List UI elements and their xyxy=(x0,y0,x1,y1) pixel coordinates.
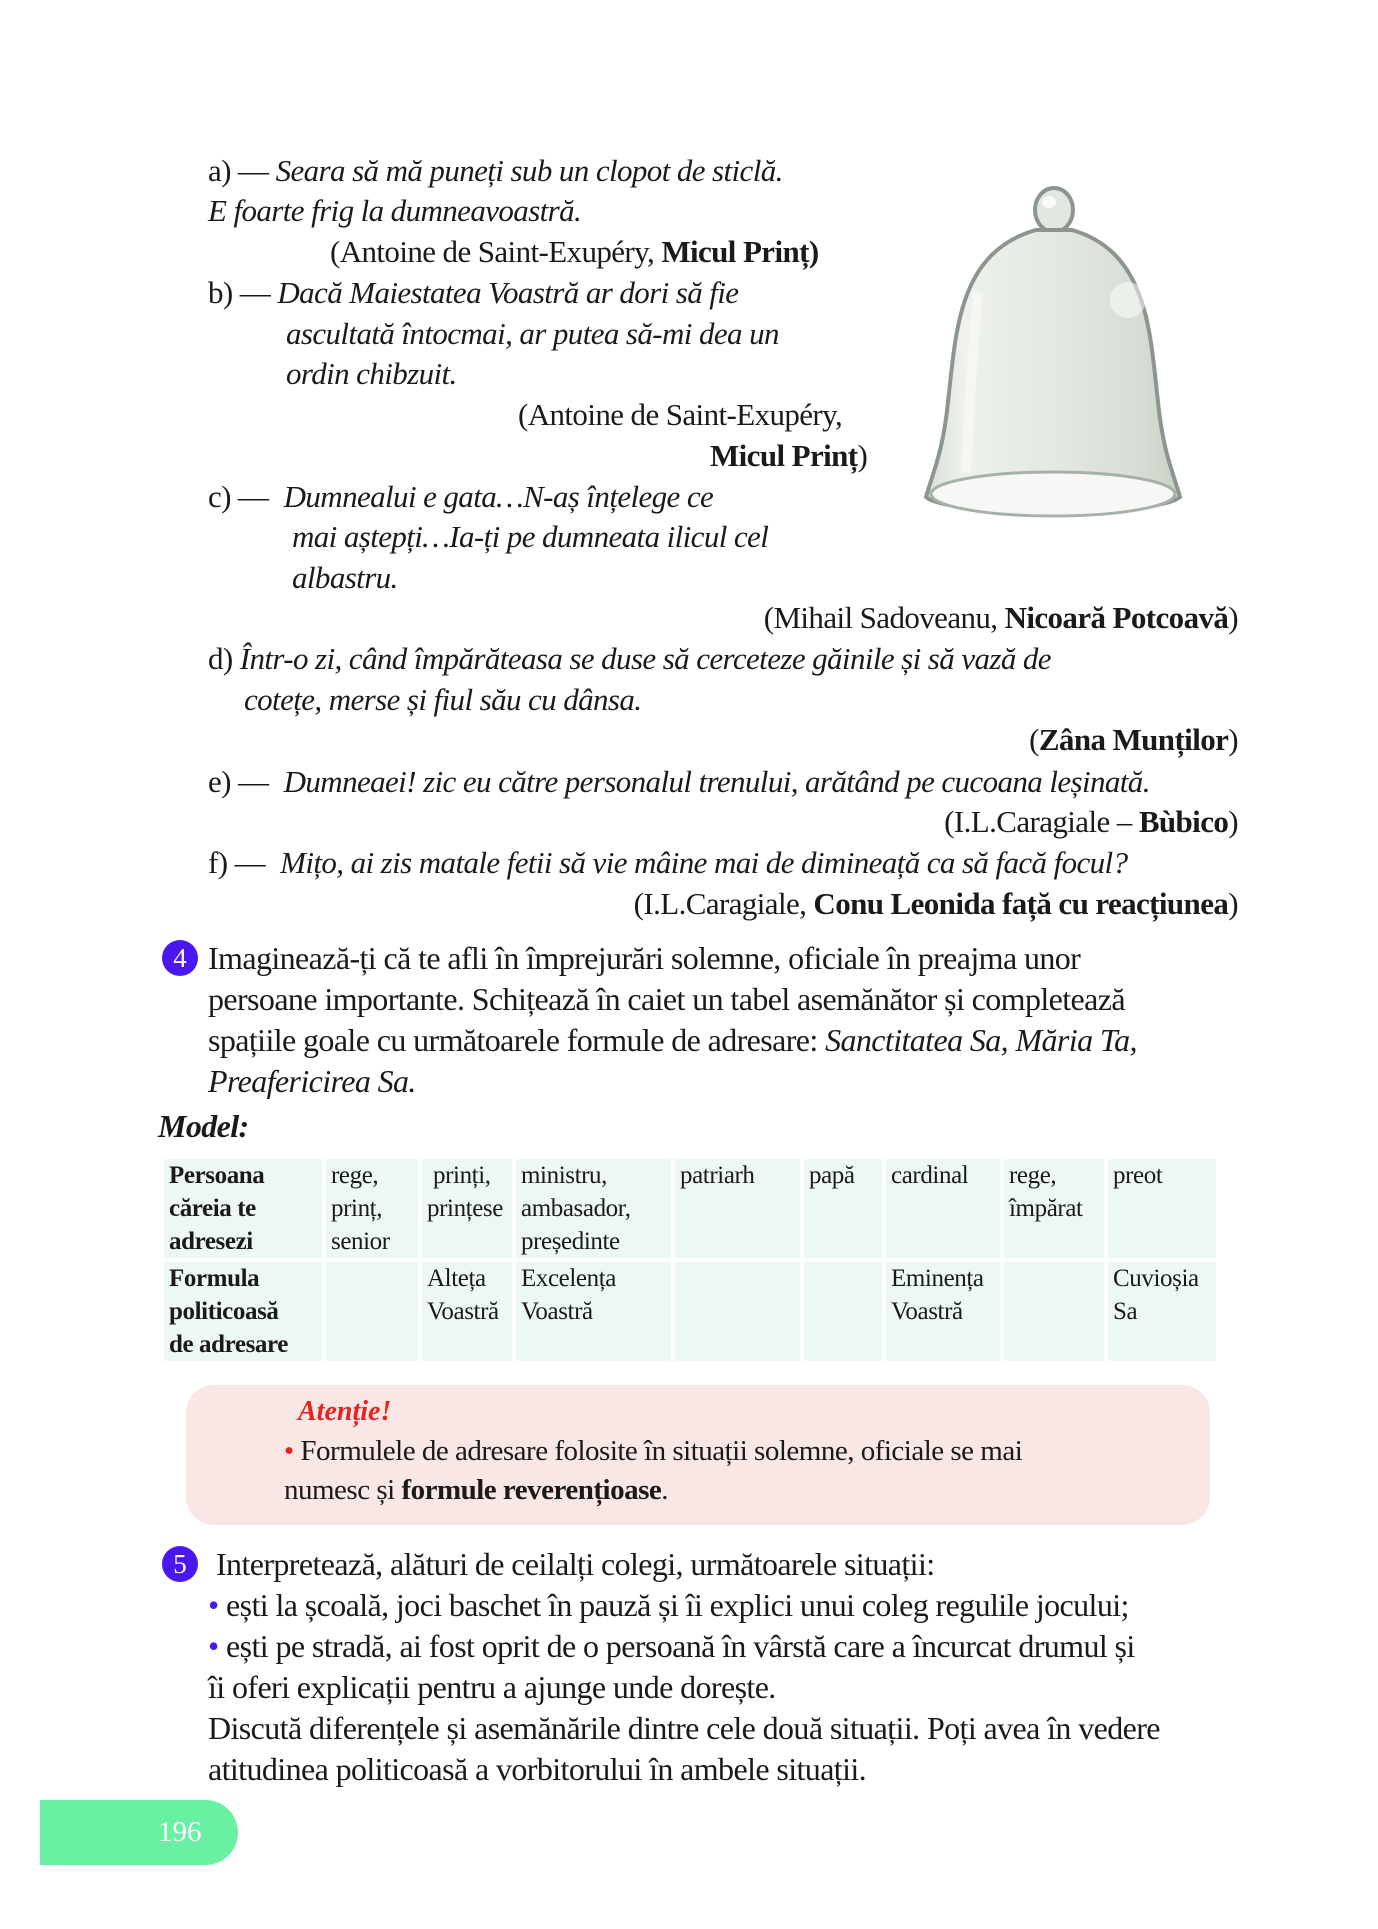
source-prefix: ( xyxy=(1029,722,1039,757)
quote-e-source xyxy=(944,802,1238,842)
cell-line: Alteța xyxy=(427,1265,486,1292)
cell-line: cardinal xyxy=(891,1162,969,1189)
exercise-5-badge: 5 xyxy=(162,1546,198,1582)
quote-d-line1 xyxy=(208,639,1051,679)
exercise-5-closing-line2: atitudinea politicoasă a vorbitorului în ambele situații. xyxy=(208,1751,867,1787)
table-cell xyxy=(675,1159,800,1258)
source-title: Micul Prinț xyxy=(710,438,858,473)
bullet-icon: • xyxy=(208,1628,219,1664)
header-line: adresezi xyxy=(169,1228,253,1255)
source-suffix: ) xyxy=(1228,722,1238,757)
quote-b-source: (Antoine de Saint-Exupéry, xyxy=(518,397,843,432)
table-cell xyxy=(516,1262,671,1361)
exercise-4-badge: 4 xyxy=(162,940,198,976)
exercise-5-item2-line2: îi oferi explicații pentru a ajunge unde dorește. xyxy=(208,1669,776,1705)
quote-d-line2: cotețe, merse și fiul său cu dânsa. xyxy=(244,682,642,717)
header-line: căreia te xyxy=(169,1195,256,1222)
cell-line: patriarh xyxy=(680,1162,755,1189)
header-line: Formula xyxy=(169,1265,260,1292)
cell-line: președinte xyxy=(521,1228,620,1255)
exercise-4-line3 xyxy=(208,1020,1137,1060)
source-author: (Antoine de Saint-Exupéry, xyxy=(330,234,662,269)
attention-text: Formulele de adresare folosite în situații solemne, oficiale se mai xyxy=(293,1435,1023,1467)
cell-line: ambasador, xyxy=(521,1195,631,1222)
item-text: ești la școală, joci baschet în pauză și îi explici unui coleg regulile jocului; xyxy=(218,1587,1129,1623)
cell-line: prinț, xyxy=(331,1195,383,1222)
source-suffix: ) xyxy=(1228,804,1238,839)
table-cell-empty xyxy=(675,1262,800,1361)
quote-c-source xyxy=(764,598,1238,638)
row-header-person xyxy=(164,1159,322,1258)
table-row-formulas xyxy=(164,1262,1216,1361)
quote-b-line3: ordin chibzuit. xyxy=(286,356,457,391)
quote-f-line1 xyxy=(208,843,1127,883)
table-cell xyxy=(422,1159,512,1258)
source-suffix: ) xyxy=(1228,600,1238,635)
cell-line: Sa xyxy=(1113,1298,1138,1325)
table-cell xyxy=(1108,1262,1216,1361)
quote-b-label: b) — xyxy=(208,275,271,310)
quote-d-source xyxy=(1029,720,1238,760)
attention-line1 xyxy=(284,1432,1022,1470)
quote-e-text-1: Dumneaei! zic eu către personalul trenului, arătând pe cucoana leșinată. xyxy=(283,764,1150,799)
source-title: Nicoară Potcoavă xyxy=(1004,600,1229,635)
cell-line: Voastră xyxy=(521,1298,593,1325)
quote-d-label: d) xyxy=(208,641,233,676)
attention-line2 xyxy=(284,1471,668,1509)
cell-line: senior xyxy=(331,1228,390,1255)
model-label: Model: xyxy=(158,1108,249,1144)
quote-b-line1 xyxy=(208,273,738,313)
table-cell xyxy=(516,1159,671,1258)
cell-line: rege, xyxy=(1009,1162,1057,1189)
quote-c-text-1: Dumnealui e gata…N-aș înțelege ce xyxy=(283,479,714,514)
exercise-5-item1 xyxy=(208,1585,1129,1625)
exercise-5-closing-line1: Discută diferențele și asemănările dintre cele două situații. Poți avea în vedere xyxy=(208,1710,1160,1746)
cell-line: Cuvioșia xyxy=(1113,1265,1199,1292)
glass-bell-jar-illustration xyxy=(918,182,1198,527)
header-line: politicoasă xyxy=(169,1298,279,1325)
cell-line: Excelența xyxy=(521,1265,616,1292)
table-cell-empty xyxy=(326,1262,418,1361)
item-text: ești pe stradă, ai fost oprit de o persoană în vârstă care a încurcat drumul și xyxy=(218,1628,1135,1664)
quote-f-source xyxy=(634,884,1238,924)
source-suffix: ) xyxy=(1228,886,1238,921)
exercise-4-line2: persoane importante. Schițează în caiet un tabel asemănător și completează xyxy=(208,981,1125,1017)
cell-line: preot xyxy=(1113,1162,1163,1189)
source-suffix: ) xyxy=(857,438,868,473)
cell-line: împărat xyxy=(1009,1195,1083,1222)
attention-term: formule reverențioase xyxy=(401,1474,662,1506)
cell-line: prinți, xyxy=(433,1162,491,1189)
attention-title: Atenție! xyxy=(298,1396,392,1427)
page-number: 196 xyxy=(158,1816,202,1848)
quote-b-line2: ascultată întocmai, ar putea să-mi dea un xyxy=(286,316,779,351)
attention-text: numesc și xyxy=(284,1474,402,1506)
table-cell xyxy=(1004,1159,1104,1258)
quote-a-label: a) — xyxy=(208,153,269,188)
exercise-4-text: spațiile goale cu următoarele formule de adresare: xyxy=(208,1022,826,1058)
source-author: (I.L.Caragiale – xyxy=(944,804,1139,839)
header-line: de adresare xyxy=(169,1331,288,1358)
quote-a-line1 xyxy=(208,151,783,191)
quote-f-text-1: Mițo, ai zis matale fetii să vie mâine mai de dimineață ca să facă focul? xyxy=(280,845,1128,880)
header-line: Persoana xyxy=(169,1162,265,1189)
exercise-4-line1: Imaginează-ți că te afli în împrejurări solemne, oficiale în preajma unor xyxy=(208,940,1081,976)
cell-line: rege, xyxy=(331,1162,379,1189)
quote-c-line1 xyxy=(208,477,713,517)
source-author: (I.L.Caragiale, xyxy=(633,886,814,921)
exercise-5-intro: Interpretează, alături de ceilalți colegi, următoarele situații: xyxy=(216,1546,935,1582)
quote-a-text-1: Seara să mă puneți sub un clopot de sticlă. xyxy=(275,153,783,188)
source-title: Zâna Munților xyxy=(1038,722,1229,757)
quote-e-label: e) — xyxy=(208,764,269,799)
quote-f-label: f) — xyxy=(208,845,265,880)
exercise-4-line4: Preafericirea Sa. xyxy=(208,1063,416,1099)
row-header-formula xyxy=(164,1262,322,1361)
table-cell xyxy=(886,1262,1000,1361)
source-author: (Mihail Sadoveanu, xyxy=(763,600,1005,635)
table-cell xyxy=(1108,1159,1216,1258)
exercise-4-formulas: Sanctitatea Sa, Măria Ta, xyxy=(825,1022,1137,1058)
quote-e-line1 xyxy=(208,762,1150,802)
quote-a-line2: E foarte frig la dumneavoastră. xyxy=(208,193,582,228)
table-cell xyxy=(326,1159,418,1258)
exercise-5-item2-line1 xyxy=(208,1626,1135,1666)
table-cell-empty xyxy=(804,1262,882,1361)
cell-line: ministru, xyxy=(521,1162,607,1189)
cell-line: Voastră xyxy=(427,1298,499,1325)
cell-line: Eminența xyxy=(891,1265,984,1292)
quote-c-line2: mai aștepți…Ia-ți pe dumneata ilicul cel xyxy=(292,519,769,554)
source-title: Micul Prinț) xyxy=(661,234,819,269)
table-row-persons xyxy=(164,1159,1216,1258)
quote-b-text-1: Dacă Maiestatea Voastră ar dori să fie xyxy=(277,275,739,310)
bullet-icon: • xyxy=(208,1587,219,1623)
cell-line: prințese xyxy=(427,1195,503,1222)
quote-c-label: c) — xyxy=(208,479,269,514)
source-title: Bùbico xyxy=(1138,804,1229,839)
table-cell xyxy=(886,1159,1000,1258)
quote-d-text-1: Într-o zi, când împărăteasa se duse să cerceteze găinile și să vază de xyxy=(239,641,1051,676)
bullet-icon: • xyxy=(284,1435,294,1467)
address-formulas-table xyxy=(160,1155,1220,1365)
table-cell xyxy=(422,1262,512,1361)
cell-line: papă xyxy=(809,1162,855,1189)
attention-text: . xyxy=(661,1474,668,1506)
table-cell xyxy=(804,1159,882,1258)
quote-b-source-title xyxy=(710,436,867,476)
quote-a-source xyxy=(330,232,819,272)
table-cell-empty xyxy=(1004,1262,1104,1361)
source-title: Conu Leonida față cu reacțiunea xyxy=(813,886,1229,921)
page-number-tab xyxy=(40,1800,238,1865)
cell-line: Voastră xyxy=(891,1298,963,1325)
quote-c-line3: albastru. xyxy=(292,560,398,595)
